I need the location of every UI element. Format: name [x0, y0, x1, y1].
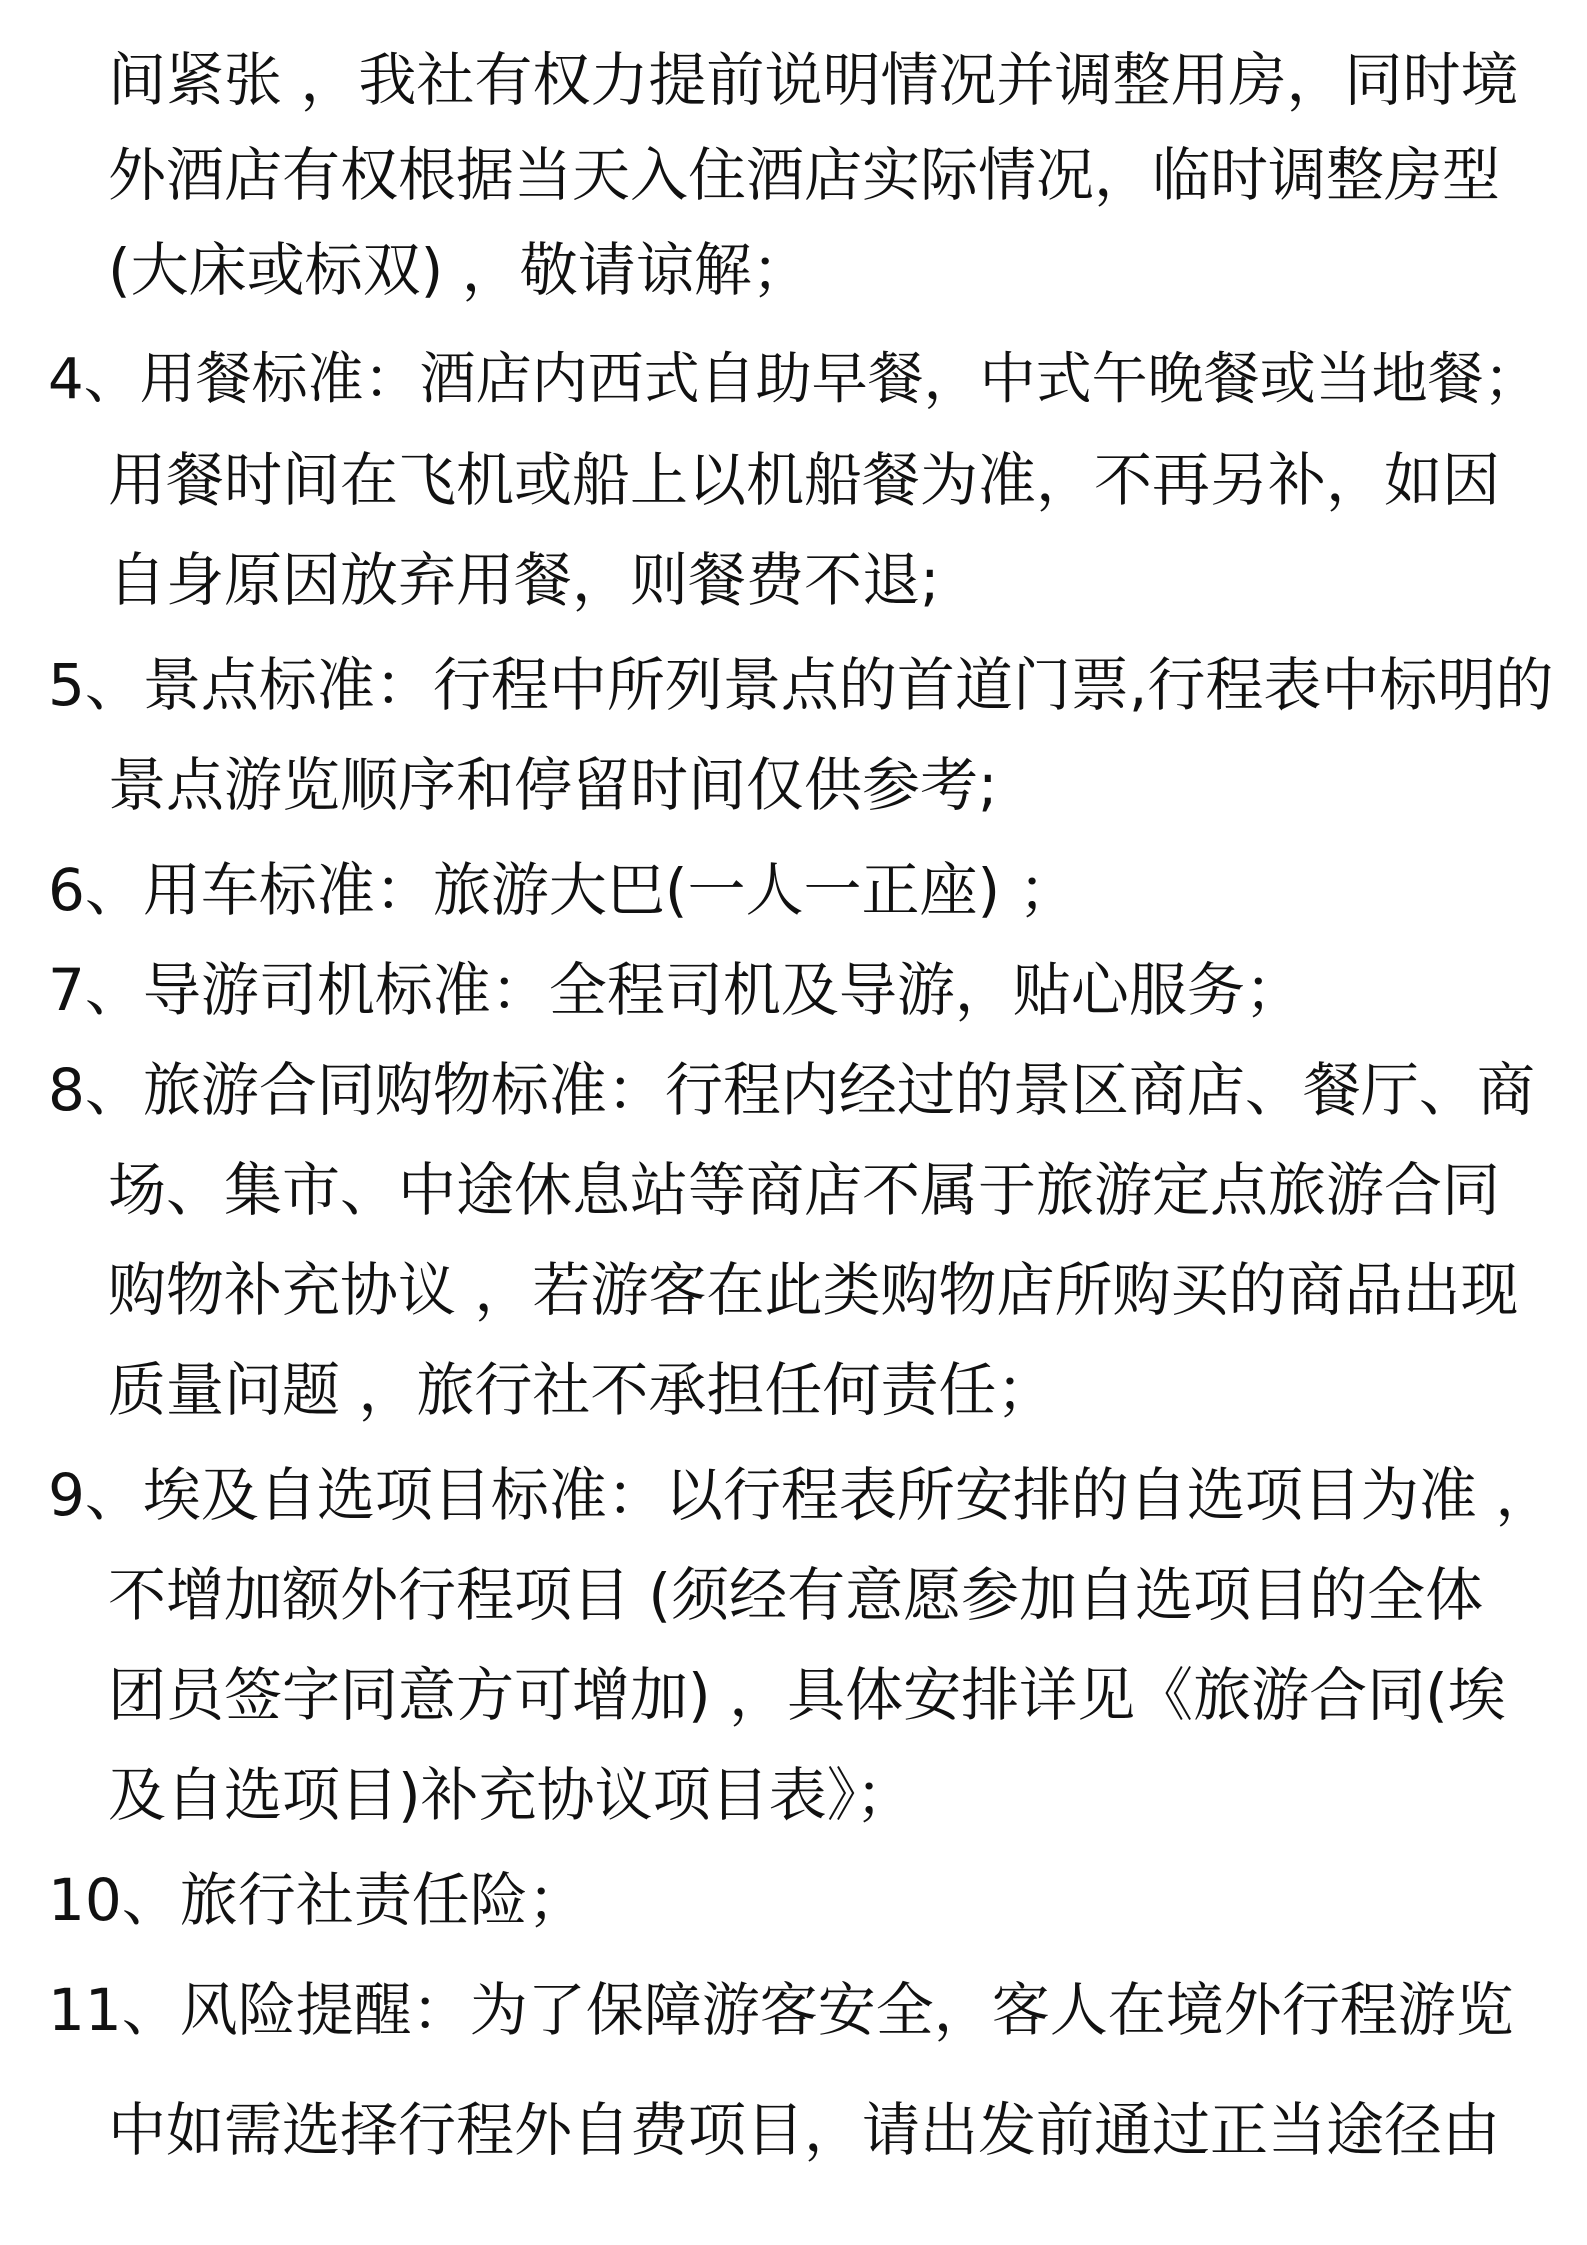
list-item-11: 11、风险提醒：为了保障游客安全，客人在境外行程游览: [48, 1976, 1514, 2044]
list-item-7: 7、导游司机标准：全程司机及导游，贴心服务；: [48, 956, 1303, 1024]
list-item-8: 8、旅游合同购物标准：行程内经过的景区商店、餐厅、商: [48, 1056, 1535, 1124]
list-item-6: 6、用车标准：旅游大巴(一人一正座) ；: [48, 856, 1077, 924]
text-line: 质量问题 ，旅行社不承担任何责任；: [108, 1356, 1055, 1424]
text-line: 自身原因放弃用餐，则餐费不退;: [108, 546, 940, 614]
text-line: 间紧张 ，我社有权力提前说明情况并调整用房，同时境: [108, 46, 1519, 114]
text-line: 中如需选择行程外自费项目，请出发前通过正当途径由: [108, 2096, 1501, 2164]
text-line: 用餐时间在飞机或船上以机船餐为准，不再另补，如因: [108, 446, 1501, 514]
text-line: (大床或标双) ，敬请谅解；: [108, 236, 810, 304]
list-item-9: 9、埃及自选项目标准：以行程表所安排的自选项目为准 ，: [48, 1461, 1554, 1529]
list-item-5: 5、景点标准：行程中所列景点的首道门票,行程表中标明的: [48, 651, 1554, 719]
list-item-10: 10、旅行社责任险；: [48, 1866, 586, 1934]
text-line: 景点游览顺序和停留时间仅供参考;: [108, 751, 998, 819]
text-line: 及自选项目)补充协议项目表》；: [108, 1761, 914, 1829]
text-line: 场、集市、中途休息站等商店不属于旅游定点旅游合同: [108, 1156, 1501, 1224]
text-line: 团员签字同意方可增加) ，具体安排详见《旅游合同(埃: [108, 1661, 1506, 1729]
text-line: 购物补充协议 ，若游客在此类购物店所购买的商品出现: [108, 1256, 1519, 1324]
text-line: 外酒店有权根据当天入住酒店实际情况，临时调整房型: [108, 141, 1501, 209]
text-line: 不增加额外行程项目 (须经有意愿参加自选项目的全体: [108, 1561, 1484, 1629]
list-item-4: 4、用餐标准：酒店内西式自助早餐，中式午晚餐或当地餐；: [48, 347, 1540, 412]
